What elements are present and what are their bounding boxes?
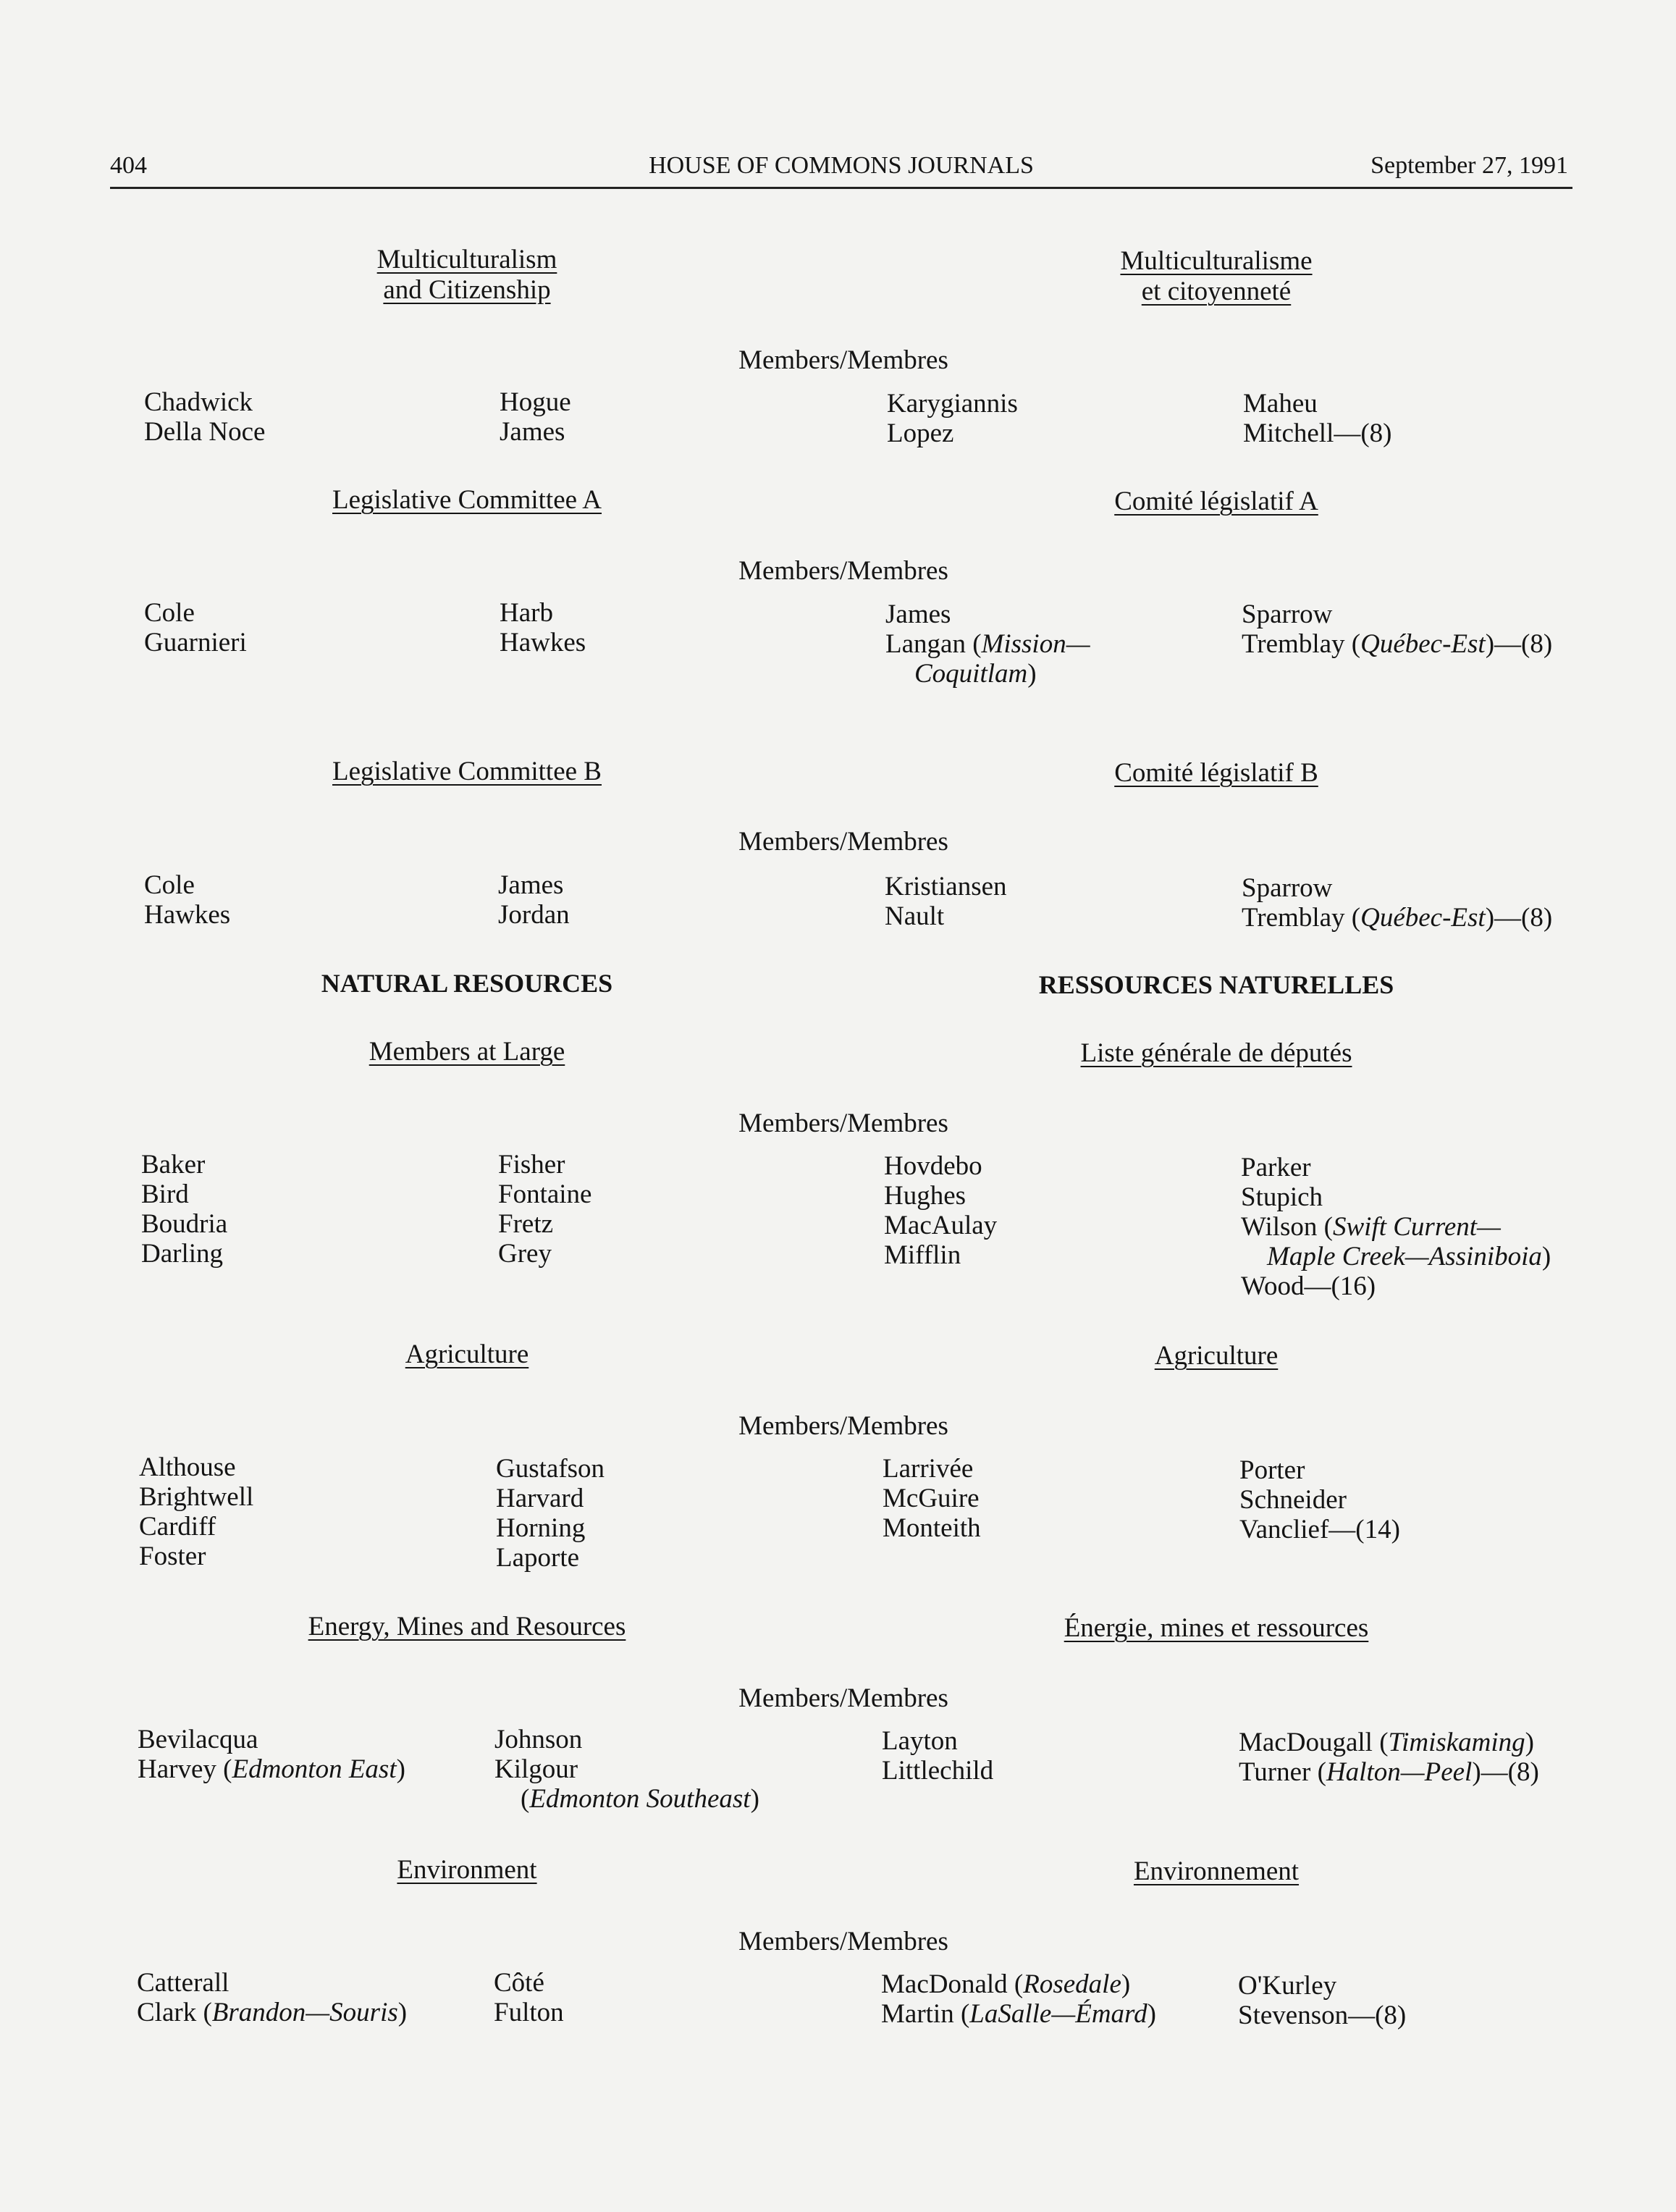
section-heading-fr: Environnement bbox=[1133, 1856, 1300, 1886]
members-label: Members/Membres bbox=[738, 827, 948, 857]
member-name: Stupich bbox=[1241, 1182, 1323, 1212]
member-name: Gustafson bbox=[496, 1454, 605, 1484]
member-column bbox=[885, 872, 1007, 931]
member-name: Harvey (Edmonton East) bbox=[138, 1754, 405, 1784]
member-name: Hovdebo bbox=[884, 1151, 982, 1181]
member-column bbox=[884, 1151, 997, 1270]
member-name: Cole bbox=[144, 870, 195, 900]
member-name: Sparrow bbox=[1242, 600, 1333, 629]
member-column bbox=[500, 387, 571, 447]
members-label: Members/Membres bbox=[738, 1109, 948, 1138]
committee-title-fr: RESSOURCES NATURELLES bbox=[1038, 970, 1394, 999]
section-heading-en: Legislative Committee B bbox=[332, 757, 602, 786]
member-name: Cardiff bbox=[139, 1512, 216, 1542]
member-name: Tremblay (Québec-Est)—(8) bbox=[1242, 629, 1553, 659]
member-name: Clark (Brandon—Souris) bbox=[137, 1998, 408, 2027]
member-name: Harvard bbox=[496, 1484, 584, 1513]
member-column bbox=[144, 870, 230, 930]
member-name: Stevenson—(8) bbox=[1238, 2001, 1407, 2030]
member-name: Vanclief—(14) bbox=[1239, 1515, 1400, 1544]
page-number: 404 bbox=[110, 152, 147, 179]
member-name: Parker bbox=[1241, 1153, 1311, 1182]
member-name: Fulton bbox=[494, 1998, 564, 2027]
member-name: Bird bbox=[141, 1179, 189, 1209]
member-name: Fisher bbox=[498, 1150, 565, 1179]
member-name: Sparrow bbox=[1242, 873, 1333, 903]
riding-name: Halton—Peel bbox=[1326, 1757, 1473, 1787]
member-name: Horning bbox=[496, 1513, 586, 1543]
member-name: Grey bbox=[498, 1239, 552, 1269]
member-name: MacAulay bbox=[884, 1211, 998, 1240]
section-heading-en: Energy, Mines and Resources bbox=[308, 1612, 626, 1641]
member-column bbox=[882, 1726, 993, 1786]
members-label: Members/Membres bbox=[738, 556, 948, 586]
member-column bbox=[881, 1969, 1156, 2029]
riding-name: Swift Current— bbox=[1332, 1212, 1501, 1242]
member-name: Turner (Halton—Peel)—(8) bbox=[1239, 1757, 1539, 1787]
member-name: Côté bbox=[494, 1968, 544, 1998]
member-name: Mitchell—(8) bbox=[1243, 419, 1392, 448]
member-column bbox=[500, 598, 586, 657]
member-name: Hawkes bbox=[500, 628, 586, 657]
member-column bbox=[144, 387, 265, 447]
page-header bbox=[110, 149, 1572, 189]
member-column bbox=[1241, 1153, 1551, 1301]
member-name: Chadwick bbox=[144, 387, 253, 417]
committee-title-en: NATURAL RESOURCES bbox=[321, 969, 613, 998]
member-column bbox=[141, 1150, 227, 1269]
heading-line: and Citizenship bbox=[383, 275, 551, 305]
member-name: Harb bbox=[500, 598, 553, 628]
riding-name: Québec-Est bbox=[1360, 903, 1486, 933]
member-name: Martin (LaSalle—Émard) bbox=[881, 1999, 1156, 2029]
section-heading-en: Members at Large bbox=[369, 1037, 565, 1067]
riding-name: LaSalle—Émard bbox=[969, 1999, 1147, 2029]
journal-date: September 27, 1991 bbox=[1370, 152, 1568, 179]
member-column bbox=[883, 1454, 981, 1543]
section-heading-fr: Comité législatif A bbox=[1114, 487, 1318, 516]
heading-line: Multiculturalism bbox=[376, 245, 557, 274]
member-name: James bbox=[885, 600, 951, 629]
heading-line: Multiculturalisme bbox=[1120, 246, 1313, 276]
member-name: Guarnieri bbox=[144, 628, 247, 657]
members-label: Members/Membres bbox=[738, 345, 948, 375]
section-heading-en: Agriculture bbox=[405, 1340, 529, 1369]
member-column bbox=[1243, 389, 1392, 448]
member-column bbox=[498, 1150, 591, 1269]
members-label: Members/Membres bbox=[738, 1927, 948, 1956]
member-name: Darling bbox=[141, 1239, 224, 1269]
member-name: Mifflin bbox=[884, 1240, 961, 1270]
section-heading-fr: Agriculture bbox=[1154, 1341, 1279, 1371]
member-column bbox=[1238, 1971, 1406, 2030]
member-name: Jordan bbox=[498, 900, 570, 930]
member-name: Nault bbox=[885, 901, 945, 931]
member-name-continued: Maple Creek—Assiniboia) bbox=[1267, 1242, 1551, 1271]
member-column bbox=[496, 1454, 605, 1573]
members-label: Members/Membres bbox=[738, 1683, 948, 1713]
member-name: McGuire bbox=[883, 1484, 980, 1513]
member-name: Catterall bbox=[137, 1968, 229, 1998]
member-name: Cole bbox=[144, 598, 195, 628]
riding-name: Timiskaming bbox=[1388, 1728, 1525, 1757]
section-heading-en: Legislative Committee A bbox=[332, 485, 602, 515]
section-heading-fr bbox=[1120, 246, 1312, 307]
member-column bbox=[494, 1725, 759, 1814]
journal-title: HOUSE OF COMMONS JOURNALS bbox=[649, 152, 1034, 179]
member-name: MacDougall (Timiskaming) bbox=[1239, 1728, 1534, 1757]
member-name: Fontaine bbox=[498, 1179, 592, 1209]
member-name: Baker bbox=[141, 1150, 206, 1179]
member-name: Larrivée bbox=[883, 1454, 974, 1484]
riding-name: Edmonton Southeast bbox=[529, 1784, 751, 1814]
member-column bbox=[885, 600, 1090, 689]
riding-name: Edmonton East bbox=[232, 1754, 397, 1784]
member-name: Brightwell bbox=[139, 1482, 254, 1512]
member-column bbox=[1242, 873, 1552, 933]
riding-name: Québec-Est bbox=[1360, 629, 1486, 659]
member-name: Wood—(16) bbox=[1241, 1271, 1376, 1301]
member-name: Hawkes bbox=[144, 900, 231, 930]
member-name: Foster bbox=[139, 1542, 206, 1571]
member-name: Della Noce bbox=[144, 417, 266, 447]
member-name: Karygiannis bbox=[887, 389, 1018, 419]
riding-name: Maple Creek—Assiniboia bbox=[1267, 1242, 1542, 1271]
members-label: Members/Membres bbox=[738, 1411, 948, 1441]
member-name: Fretz bbox=[498, 1209, 554, 1239]
member-column bbox=[887, 389, 1018, 448]
member-name: Kristiansen bbox=[885, 872, 1007, 901]
member-name: Kilgour bbox=[494, 1754, 578, 1784]
member-name: Lopez bbox=[887, 419, 954, 448]
member-name: Layton bbox=[882, 1726, 958, 1756]
member-column bbox=[139, 1452, 253, 1571]
member-name: Johnson bbox=[494, 1725, 583, 1754]
section-heading-en bbox=[377, 245, 557, 306]
member-column bbox=[137, 1968, 407, 2027]
member-column bbox=[494, 1968, 564, 2027]
member-column bbox=[144, 598, 247, 657]
member-name: Tremblay (Québec-Est)—(8) bbox=[1242, 903, 1553, 933]
member-column bbox=[1239, 1455, 1400, 1544]
member-name: Laporte bbox=[496, 1543, 580, 1573]
member-name: Hogue bbox=[500, 387, 571, 417]
section-heading-fr: Énergie, mines et ressources bbox=[1064, 1613, 1369, 1643]
member-name: O'Kurley bbox=[1238, 1971, 1337, 2001]
member-column bbox=[138, 1725, 405, 1784]
riding-name: Brandon—Souris bbox=[211, 1998, 398, 2027]
section-heading-fr: Liste générale de députés bbox=[1080, 1038, 1352, 1068]
member-column bbox=[1242, 600, 1552, 659]
member-name-continued: Coquitlam) bbox=[914, 659, 1037, 689]
riding-name: Rosedale bbox=[1023, 1969, 1121, 1999]
member-column bbox=[1239, 1728, 1539, 1787]
heading-line: et citoyenneté bbox=[1141, 277, 1292, 306]
member-name: James bbox=[498, 870, 564, 900]
member-name: Langan (Mission— bbox=[885, 629, 1090, 659]
member-name: Hughes bbox=[884, 1181, 967, 1211]
member-name: Porter bbox=[1239, 1455, 1305, 1485]
member-name: Wilson (Swift Current— bbox=[1241, 1212, 1501, 1242]
member-name: Monteith bbox=[883, 1513, 981, 1543]
riding-name: Coquitlam bbox=[914, 659, 1028, 689]
member-name: Althouse bbox=[139, 1452, 236, 1482]
section-heading-en: Environment bbox=[397, 1855, 537, 1885]
riding-name: Mission— bbox=[981, 629, 1090, 659]
section-heading-fr: Comité législatif B bbox=[1114, 758, 1318, 788]
member-name-continued: (Edmonton Southeast) bbox=[521, 1784, 759, 1814]
member-name: Maheu bbox=[1243, 389, 1318, 419]
member-name: MacDonald (Rosedale) bbox=[881, 1969, 1131, 1999]
member-column bbox=[498, 870, 570, 930]
member-name: Boudria bbox=[141, 1209, 228, 1239]
member-name: James bbox=[500, 417, 565, 447]
member-name: Schneider bbox=[1239, 1485, 1347, 1515]
member-name: Bevilacqua bbox=[138, 1725, 258, 1754]
member-name: Littlechild bbox=[882, 1756, 994, 1786]
